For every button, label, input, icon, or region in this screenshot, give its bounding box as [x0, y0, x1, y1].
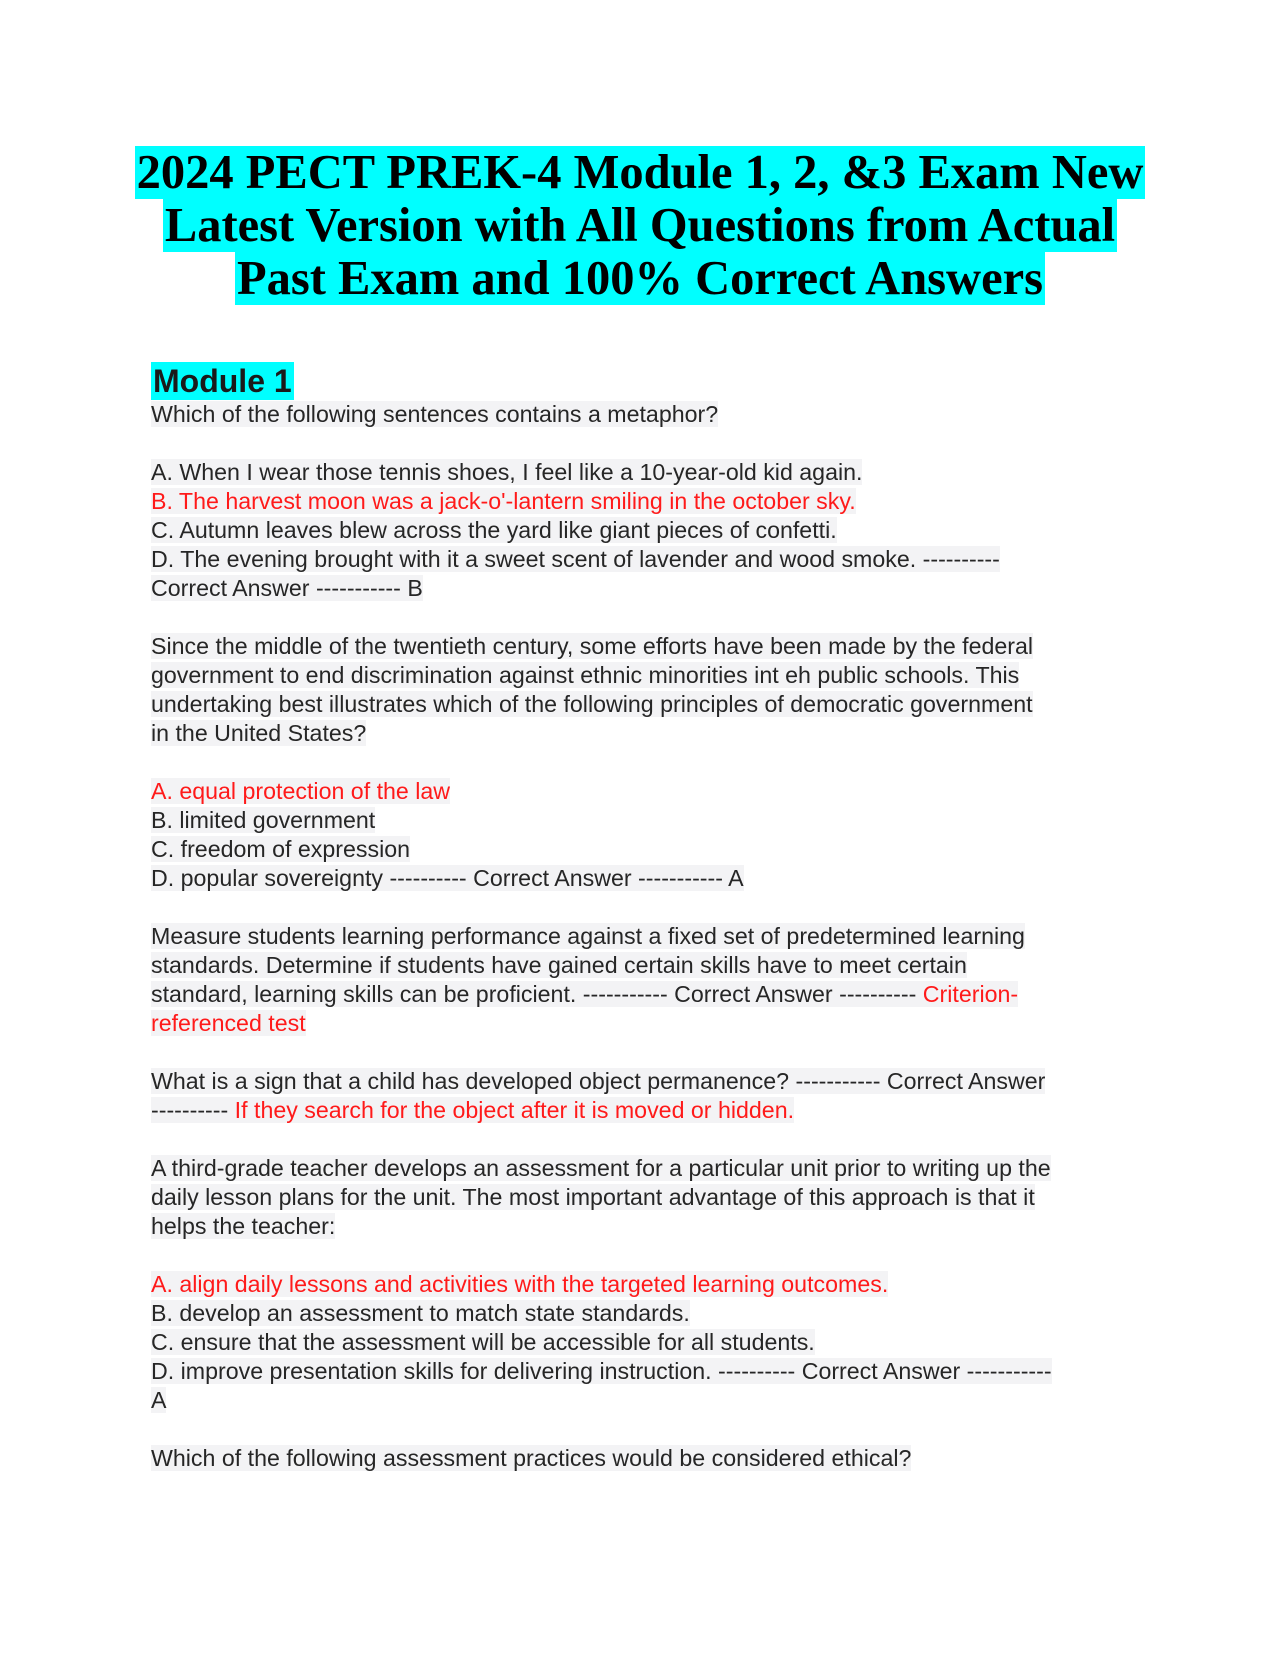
- question-2-text-1: Since the middle of the twentieth century, some efforts have been made by the federal: [151, 633, 1034, 659]
- question-4-answer: If they search for the object after it is moved or hidden.: [234, 1097, 795, 1123]
- question-3-answer-2: referenced test: [151, 1010, 306, 1036]
- question-1-text: Which of the following sentences contains a metaphor?: [151, 401, 719, 427]
- question-5-option-c: C. ensure that the assessment will be accessible for all students.: [151, 1329, 815, 1355]
- question-2-option-a-correct: A. equal protection of the law: [151, 778, 451, 804]
- title-line-1: 2024 PECT PREK-4 Module 1, 2, &3 Exam New: [136, 146, 1144, 199]
- title-line-2: Latest Version with All Questions from Actual: [164, 199, 1116, 252]
- question-6-text: Which of the following assessment practices would be considered ethical?: [151, 1445, 912, 1471]
- question-2-option-c: C. freedom of expression: [151, 836, 411, 862]
- question-2-option-b: B. limited government: [151, 807, 376, 833]
- question-6: [151, 1444, 1151, 1473]
- document-body: [151, 400, 1151, 1502]
- question-5-option-d: D. improve presentation skills for delivering instruction. ---------- Correct Answer -----------: [151, 1358, 1052, 1384]
- question-1-option-a: A. When I wear those tennis shoes, I feel like a 10-year-old kid again.: [151, 459, 863, 485]
- module-heading: Module 1: [153, 363, 292, 399]
- question-5-text-2: daily lesson plans for the unit. The most important advantage of this approach is that it: [151, 1184, 1035, 1210]
- question-4-dashes: ----------: [151, 1097, 235, 1123]
- question-2-text-3: undertaking best illustrates which of the following principles of democratic government: [151, 691, 1033, 717]
- question-5-option-b: B. develop an assessment to match state standards.: [151, 1300, 690, 1326]
- question-3: [151, 922, 1151, 1038]
- question-2-text-2: government to end discrimination against ethnic minorities int eh public schools. This: [151, 662, 1020, 688]
- question-1-option-b-correct: B. The harvest moon was a jack-o'-lantern smiling in the october sky.: [151, 488, 856, 514]
- question-5-text-3: helps the teacher:: [151, 1213, 336, 1239]
- question-5-text-1: A third-grade teacher develops an assessment for a particular unit prior to writing up the: [151, 1155, 1051, 1181]
- question-1-option-c: C. Autumn leaves blew across the yard like giant pieces of confetti.: [151, 517, 837, 543]
- document-title: [100, 146, 1180, 305]
- question-5-option-a-correct: A. align daily lessons and activities with the targeted learning outcomes.: [151, 1271, 889, 1297]
- title-line-3: Past Exam and 100% Correct Answers: [236, 252, 1044, 305]
- question-3-text-1: Measure students learning performance against a fixed set of predetermined learning: [151, 923, 1025, 949]
- question-1-option-d: D. The evening brought with it a sweet scent of lavender and wood smoke. ----------: [151, 546, 1000, 572]
- question-2: [151, 632, 1151, 748]
- question-4-text: What is a sign that a child has developed object permanence? ----------- Correct Answer: [151, 1068, 1046, 1094]
- question-3-answer-1: Criterion-: [922, 981, 1019, 1007]
- question-4: [151, 1067, 1151, 1125]
- question-5-options: [151, 1270, 1151, 1415]
- question-1-answer: Correct Answer ----------- B: [151, 575, 423, 601]
- question-5-answer: A: [151, 1387, 167, 1413]
- question-2-options: [151, 777, 1151, 893]
- question-2-option-d: D. popular sovereignty ---------- Correct Answer ----------- A: [151, 865, 744, 891]
- question-5: [151, 1154, 1151, 1241]
- question-1-options: [151, 458, 1151, 603]
- question-3-text-2: standards. Determine if students have gained certain skills have to meet certain: [151, 952, 967, 978]
- question-2-text-4: in the United States?: [151, 720, 367, 746]
- question-3-text-3: standard, learning skills can be proficient. ----------- Correct Answer ----------: [151, 981, 923, 1007]
- question-1: [151, 400, 1151, 429]
